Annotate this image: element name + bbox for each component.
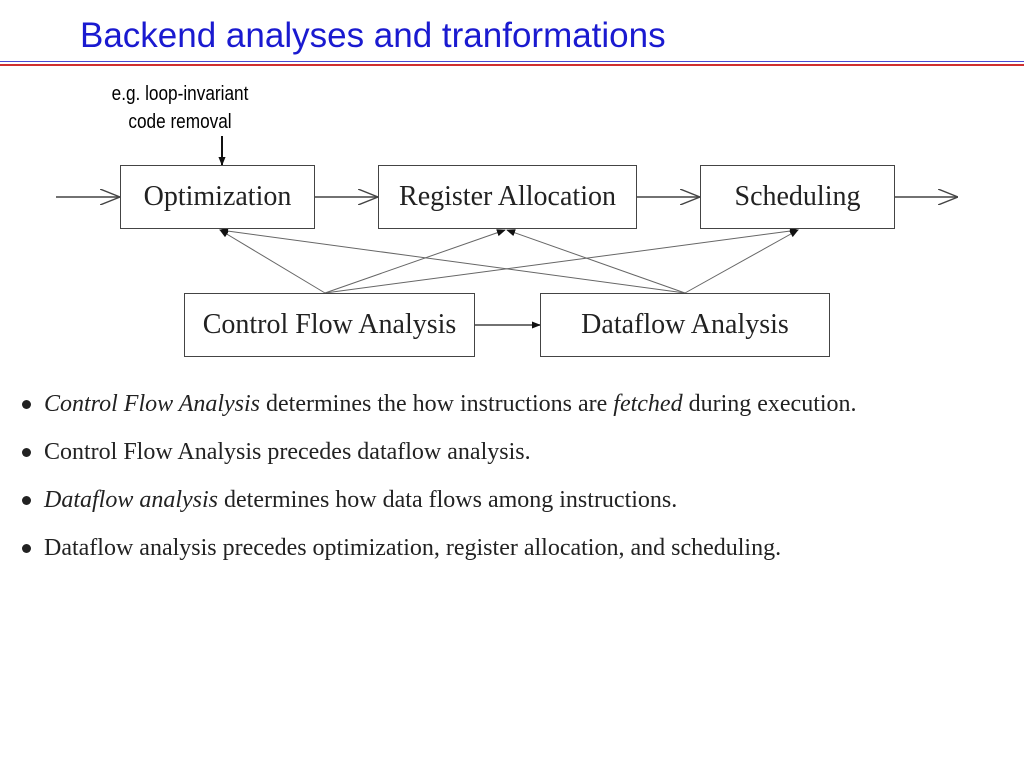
edge-dataflow-to-optimization <box>220 230 685 293</box>
node-scheduling: Scheduling <box>700 165 895 229</box>
bullet-item-3 <box>18 480 1018 528</box>
node-optimization: Optimization <box>120 165 315 229</box>
slide-title: Backend analyses and tranformations <box>80 16 666 55</box>
bullet-item-1 <box>18 384 1018 432</box>
bullet-2-text: Control Flow Analysis precedes dataflow analysis. <box>44 439 531 465</box>
bullet-item-2 <box>18 432 1018 480</box>
annotation-line-1: e.g. loop-invariant <box>111 83 249 105</box>
bullet-dot <box>22 544 31 553</box>
edge-control-flow-to-register-allocation <box>325 230 505 293</box>
bullet-item-4 <box>18 528 1018 576</box>
edge-dataflow-to-register-allocation <box>507 230 685 293</box>
bullet-1-text-b: during execution. <box>682 391 857 417</box>
bullet-list <box>18 384 1018 576</box>
bullet-dot <box>22 448 31 457</box>
node-register-allocation: Register Allocation <box>378 165 637 229</box>
edge-dataflow-to-scheduling <box>685 230 798 293</box>
edge-control-flow-to-scheduling <box>325 230 798 293</box>
bullet-3-emphasis: Dataflow analysis <box>44 487 219 513</box>
bullet-1-text-a: determines the how instructions are <box>260 391 614 417</box>
annotation-line-2: code removal <box>128 111 232 133</box>
bullet-dot <box>22 400 31 409</box>
bullet-3-text: determines how data flows among instructions. <box>218 487 678 513</box>
bullet-4-text: Dataflow analysis precedes optimization, register allocation, and scheduling. <box>44 535 782 561</box>
bullet-dot <box>22 496 31 505</box>
node-control-flow-analysis: Control Flow Analysis <box>184 293 475 357</box>
bullet-1-emphasis-2: fetched <box>613 391 683 417</box>
bullet-1-emphasis: Control Flow Analysis <box>44 391 261 417</box>
node-dataflow-analysis: Dataflow Analysis <box>540 293 830 357</box>
edge-control-flow-to-optimization <box>220 230 325 293</box>
